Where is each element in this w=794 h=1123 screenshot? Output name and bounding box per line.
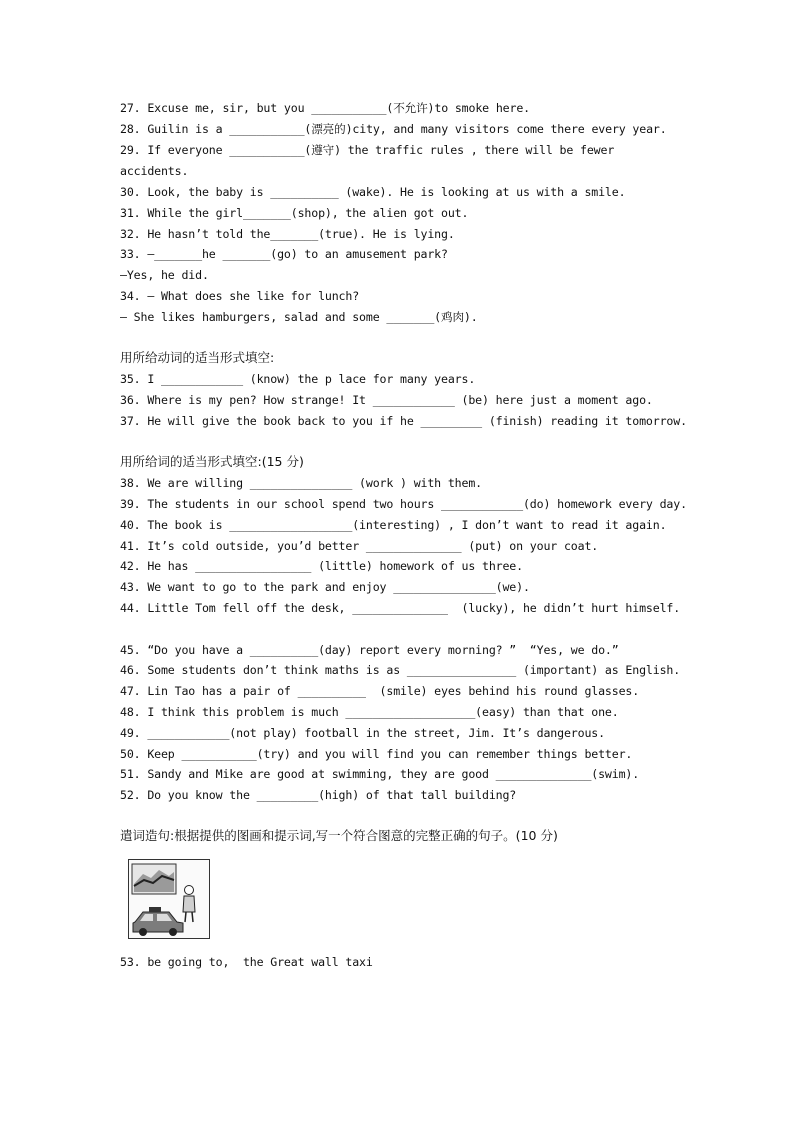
person-leg — [185, 912, 186, 922]
question-29 — [120, 143, 680, 158]
question-43: 43. We want to go to the park and enjoy _______________(we). — [120, 580, 530, 594]
question-42: 42. He has _________________ (little) homework of us three. — [120, 559, 523, 573]
section-heading-sentence: 遣词造句:根据提供的图画和提示词,写一个符合图意的完整正确的句子。(10 分) — [120, 828, 558, 843]
person-leg — [192, 912, 193, 922]
question-31: 31. While the girl_______(shop), the alien got out. — [120, 206, 469, 220]
question-41: 41. It’s cold outside, you’d better ______________ (put) on your coat. — [120, 539, 599, 553]
taxi-wheel — [139, 928, 147, 936]
section-heading-verbs: 用所给动词的适当形式填空: — [120, 350, 275, 365]
question-48: 48. I think this problem is much ___________________(easy) than that one. — [120, 705, 619, 719]
question-37: 37. He will give the book back to you if he _________ (finish) reading it tomorrow. — [120, 414, 687, 428]
question-50: 50. Keep ___________(try) and you will find you can remember things better. — [120, 747, 633, 761]
section-heading-words: 用所给词的适当形式填空:(15 分) — [120, 454, 304, 469]
question-32: 32. He hasn’t told the_______(true). He is lying. — [120, 227, 455, 241]
question-29-text: 29. If everyone ___________(遵守) the traffic rules , there will be fewer — [120, 143, 615, 157]
question-33: 33. —_______he _______(go) to an amusement park? — [120, 247, 448, 261]
question-40: 40. The book is __________________(interesting) , I don’t want to read it again. — [120, 518, 667, 532]
question-44: 44. Little Tom fell off the desk, ______________ (lucky), he didn’t hurt himself. — [120, 601, 681, 615]
illustration-picture — [128, 859, 210, 939]
question-34: 34. — What does she like for lunch? — [120, 289, 360, 303]
taxi-sign — [149, 907, 161, 912]
question-28: 28. Guilin is a ___________(漂亮的)city, and many visitors come there every year. — [120, 122, 667, 136]
question-34-answer: — She likes hamburgers, salad and some _______(鸡肉). — [120, 310, 478, 324]
question-46: 46. Some students don’t think maths is as ________________ (important) as English. — [120, 663, 681, 677]
person-body — [183, 896, 195, 912]
question-52: 52. Do you know the _________(high) of that tall building? — [120, 788, 517, 802]
person-head — [185, 886, 194, 895]
question-29-continued: accidents. — [120, 164, 189, 178]
question-35: 35. I ____________ (know) the p lace for many years. — [120, 372, 476, 386]
question-51: 51. Sandy and Mike are good at swimming, they are good ______________(swim). — [120, 767, 640, 781]
great-wall-taxi-illustration — [129, 860, 209, 938]
question-47: 47. Lin Tao has a pair of __________ (smile) eyes behind his round glasses. — [120, 684, 640, 698]
question-49: 49. ____________(not play) football in the street, Jim. It’s dangerous. — [120, 726, 605, 740]
question-30: 30. Look, the baby is __________ (wake). He is looking at us with a smile. — [120, 185, 626, 199]
question-27: 27. Excuse me, sir, but you ___________(不允许)to smoke here. — [120, 101, 530, 115]
taxi-wheel — [169, 928, 177, 936]
question-53: 53. be going to, the Great wall taxi — [120, 955, 373, 969]
question-38: 38. We are willing _______________ (work ) with them. — [120, 476, 482, 490]
question-36: 36. Where is my pen? How strange! It ____________ (be) here just a moment ago. — [120, 393, 653, 407]
question-33-answer: —Yes, he did. — [120, 268, 209, 282]
question-39: 39. The students in our school spend two hours ____________(do) homework every day. — [120, 497, 687, 511]
question-45: 45. “Do you have a __________(day) report every morning? ” “Yes, we do.” — [120, 643, 619, 657]
